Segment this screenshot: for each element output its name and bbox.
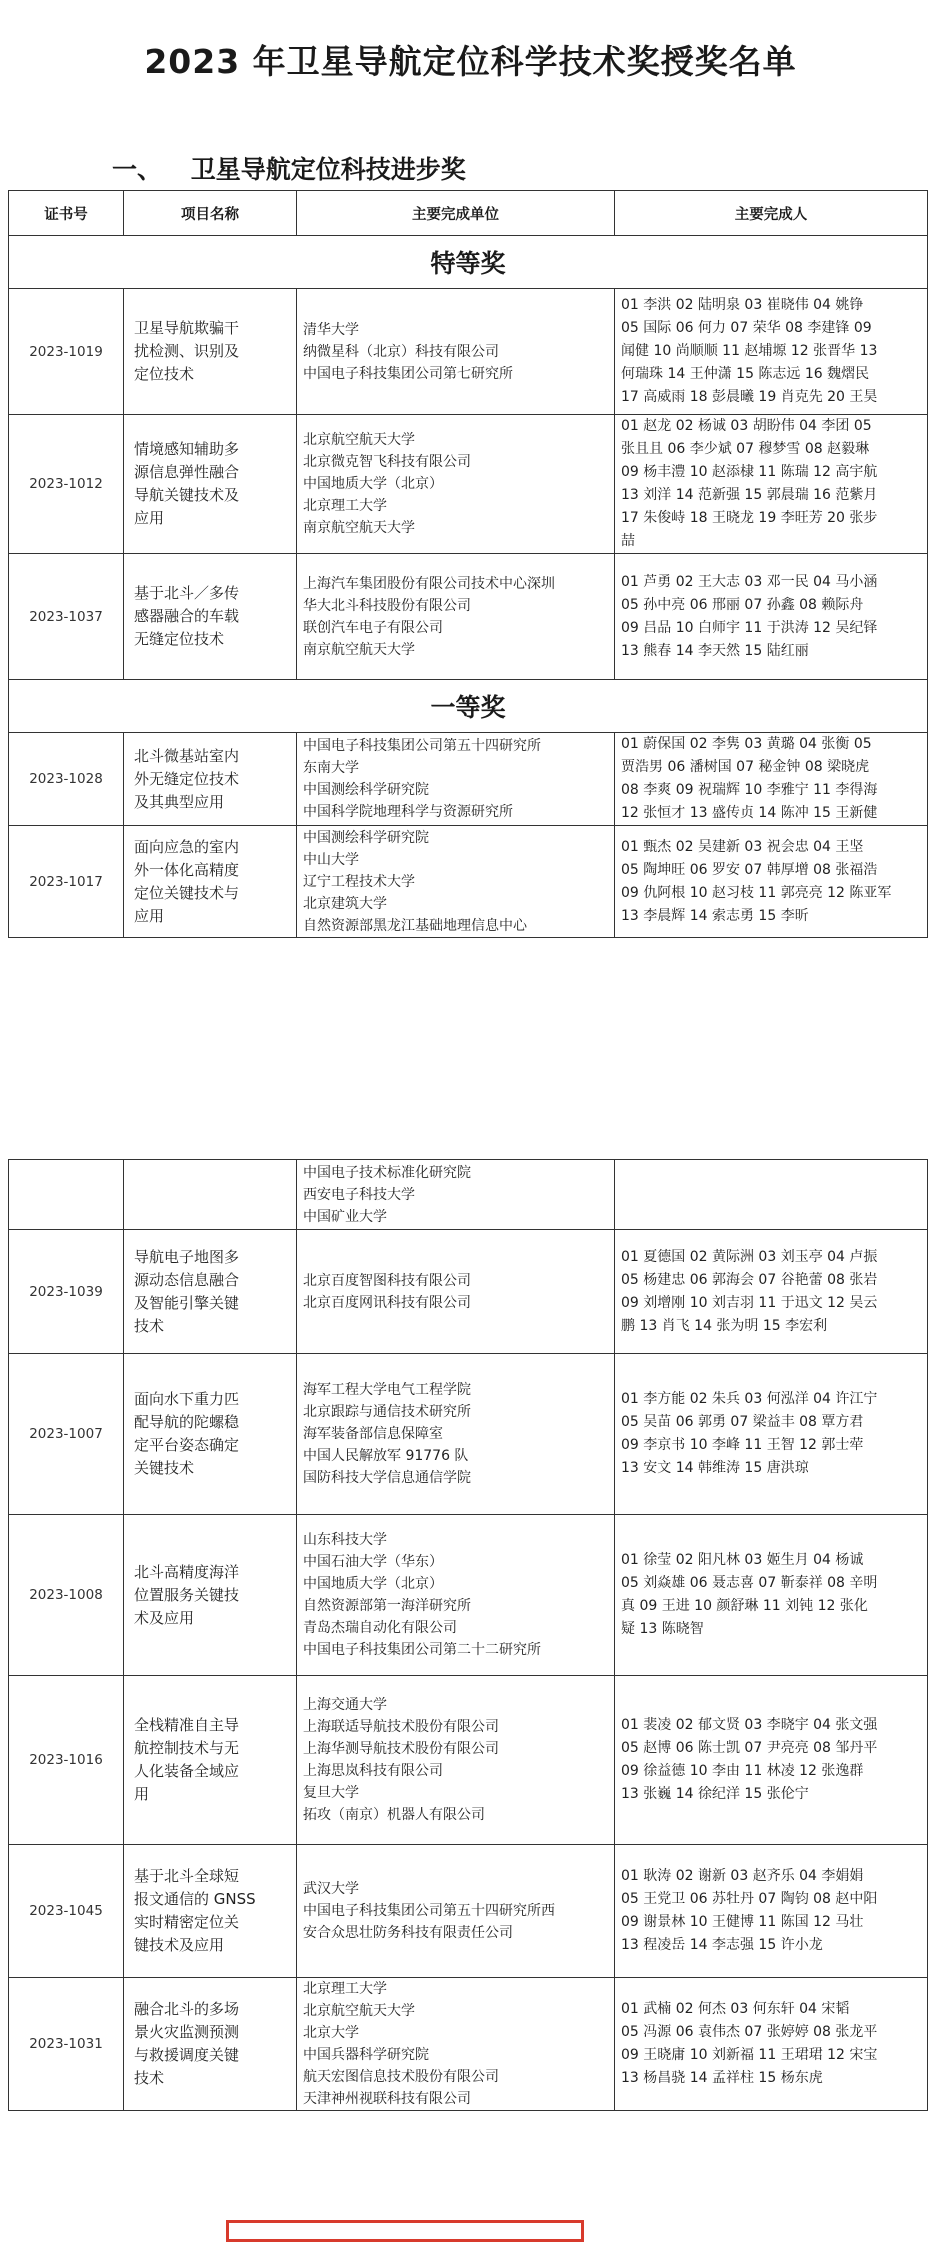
completion-units-line: 上海交通大学 — [303, 1697, 387, 1713]
table-row — [9, 1845, 928, 1978]
project-name-line: 配导航的陀螺稳 — [134, 1413, 240, 1431]
completion-units-line: 南京航空航天大学 — [303, 641, 415, 658]
completion-units-line: 海军装备部信息保障室 — [303, 1426, 443, 1442]
project-name-line: 无缝定位技术 — [134, 630, 225, 648]
completion-units-line: 山东科技大学 — [303, 1532, 387, 1548]
completion-units — [297, 1230, 615, 1354]
completion-units — [297, 1845, 615, 1978]
completion-people-line: 闻健 10 尚顺顺 11 赵埔塬 12 张晋华 13 — [621, 343, 878, 359]
table-row — [9, 289, 928, 415]
certificate-number: 2023-1017 — [9, 826, 124, 938]
project-name-line: 基于北斗／多传 — [134, 584, 240, 602]
certificate-number — [9, 1160, 124, 1230]
completion-units-line: 北京理工大学 — [303, 1981, 387, 1997]
project-name — [124, 1354, 297, 1515]
certificate-number: 2023-1019 — [9, 289, 124, 415]
completion-units-line: 东南大学 — [303, 760, 359, 776]
completion-units-line: 中国电子科技集团公司第五十四研究所西 — [303, 1903, 555, 1919]
project-name-line: 报文通信的 GNSS — [134, 1890, 256, 1908]
project-name-line: 及其典型应用 — [134, 792, 225, 811]
completion-units-line: 中国矿业大学 — [303, 1208, 387, 1225]
table-row — [9, 733, 928, 826]
table-row — [9, 1160, 928, 1230]
completion-units-line: 北京百度智图科技有限公司 — [303, 1272, 471, 1289]
completion-people-line: 真 09 王进 10 颜舒琳 11 刘钝 12 张化 — [621, 1598, 868, 1614]
completion-people — [615, 1676, 928, 1845]
completion-units — [297, 289, 615, 415]
project-name-line: 北斗高精度海洋 — [134, 1562, 240, 1581]
project-name-line: 北斗微基站室内 — [134, 746, 240, 765]
completion-units-line: 清华大学 — [303, 321, 359, 338]
completion-people-line: 09 徐益德 10 李由 11 林凌 12 张逸群 — [621, 1763, 864, 1779]
completion-units-line: 安合众思壮防务科技有限责任公司 — [303, 1925, 513, 1941]
completion-units-line: 联创汽车电子有限公司 — [303, 619, 443, 636]
completion-units — [297, 1160, 615, 1230]
completion-people — [615, 1515, 928, 1676]
project-name — [124, 554, 297, 680]
completion-people-line: 05 赵博 06 陈士凯 07 尹亮亮 08 邹丹平 — [621, 1740, 878, 1756]
completion-people-line: 01 蔚保国 02 李隽 03 黄璐 04 张衡 05 — [621, 736, 872, 752]
project-name-line: 定位技术 — [134, 365, 195, 383]
completion-people-line: 何瑞珠 14 王仲潇 15 陈志远 16 魏熠民 — [621, 366, 870, 382]
header-people: 主要完成人 — [615, 191, 928, 236]
project-name-line: 技术 — [134, 1316, 165, 1335]
completion-people-line: 09 吕品 10 白师宇 11 于洪涛 12 吴纪铎 — [621, 619, 878, 636]
completion-people-line: 09 刘增刚 10 刘吉羽 11 于迅文 12 吴云 — [621, 1294, 878, 1311]
completion-people — [615, 1354, 928, 1515]
section-heading — [112, 150, 466, 186]
header-project: 项目名称 — [124, 191, 297, 236]
completion-units-line: 中国电子科技集团公司第五十四研究所 — [303, 738, 541, 754]
project-name-line: 面向水下重力匹 — [134, 1390, 240, 1408]
completion-units-line: 中国地质大学（北京） — [303, 476, 443, 492]
completion-people-line: 05 国际 06 何力 07 荣华 08 李建锋 09 — [621, 320, 872, 336]
completion-units-line: 中国石油大学（华东） — [303, 1554, 443, 1570]
table-row — [9, 1230, 928, 1354]
project-name-line: 关键技术 — [134, 1459, 195, 1477]
completion-units-line: 青岛杰瑞自动化有限公司 — [303, 1620, 457, 1636]
project-name-line: 景火灾监测预测 — [134, 2023, 240, 2041]
certificate-number: 2023-1016 — [9, 1676, 124, 1845]
project-name-line: 位置服务关键技 — [134, 1585, 240, 1604]
award-table-page2 — [8, 1159, 928, 2111]
project-name-line: 基于北斗全球短 — [134, 1867, 240, 1885]
completion-people-line: 13 刘洋 14 范新强 15 郭晨瑞 16 范紫月 — [621, 487, 878, 503]
completion-units-line: 国防科技大学信息通信学院 — [303, 1470, 471, 1486]
completion-people-line: 05 冯源 06 袁伟杰 07 张婷婷 08 张龙平 — [621, 2024, 878, 2040]
completion-people-line: 01 芦勇 02 王大志 03 邓一民 04 马小涵 — [621, 573, 878, 590]
header-cert: 证书号 — [9, 191, 124, 236]
completion-people-line: 01 裴凌 02 郁文贤 03 李晓宇 04 张文强 — [621, 1717, 878, 1733]
grade-row-first-label: 一等奖 — [9, 680, 928, 733]
completion-units — [297, 554, 615, 680]
completion-units-line: 中国人民解放军 91776 队 — [303, 1448, 469, 1464]
project-name-line: 键技术及应用 — [134, 1936, 225, 1954]
table-row — [9, 415, 928, 554]
table-row — [9, 1978, 928, 2111]
project-name-line: 融合北斗的多场 — [134, 2000, 240, 2018]
completion-people-line: 17 朱俊峙 18 王晓龙 19 李旺芳 20 张步 — [621, 510, 878, 526]
completion-people-line: 13 李晨辉 14 索志勇 15 李昕 — [621, 907, 809, 924]
completion-people-line: 贾浩男 06 潘树国 07 秘金钟 08 梁晓虎 — [621, 759, 870, 775]
certificate-number: 2023-1008 — [9, 1515, 124, 1676]
project-name-line: 源动态信息融合 — [134, 1270, 240, 1289]
completion-units-line: 中国测绘科学研究院 — [303, 829, 429, 846]
completion-units-line: 拓攻（南京）机器人有限公司 — [303, 1807, 485, 1823]
completion-units-line: 上海思岚科技有限公司 — [303, 1763, 443, 1779]
completion-units-line: 海军工程大学电气工程学院 — [303, 1382, 471, 1398]
completion-people-line: 05 吴苗 06 郭勇 07 梁益丰 08 覃方君 — [621, 1414, 864, 1430]
certificate-number: 2023-1007 — [9, 1354, 124, 1515]
table-row — [9, 1515, 928, 1676]
completion-people-line: 01 武楠 02 何杰 03 何东轩 04 宋韬 — [621, 2001, 850, 2017]
certificate-number: 2023-1037 — [9, 554, 124, 680]
completion-people-line: 17 高威雨 18 彭晨曦 19 肖克先 20 王昊 — [621, 389, 878, 405]
project-name-line: 应用 — [134, 906, 165, 925]
completion-units-line: 北京跟踪与通信技术研究所 — [303, 1404, 471, 1420]
completion-units-line: 上海华测导航技术股份有限公司 — [303, 1741, 499, 1757]
project-name-line: 外一体化高精度 — [134, 860, 240, 879]
completion-units-line: 中国测绘科学研究院 — [303, 782, 429, 798]
completion-units-line: 中山大学 — [303, 851, 359, 868]
project-name — [124, 289, 297, 415]
completion-people-line: 01 徐莹 02 阳凡林 03 姬生月 04 杨诚 — [621, 1552, 864, 1568]
completion-units-line: 上海汽车集团股份有限公司技术中心深圳 — [303, 575, 555, 592]
completion-units-line: 中国兵器科学研究院 — [303, 2047, 429, 2063]
completion-units-line: 中国电子科技集团公司第七研究所 — [303, 365, 513, 382]
completion-people-line: 01 赵龙 02 杨诚 03 胡盼伟 04 李团 05 — [621, 418, 872, 434]
completion-people-line: 05 陶坤旺 06 罗安 07 韩厚增 08 张福浩 — [621, 861, 878, 878]
completion-units-line: 南京航空航天大学 — [303, 520, 415, 536]
completion-people-line: 09 杨丰澧 10 赵添棣 11 陈瑞 12 高宇航 — [621, 464, 878, 480]
completion-people-line: 13 张巍 14 徐纪洋 15 张伦宁 — [621, 1786, 809, 1802]
project-name-line: 全栈精准自主导 — [134, 1716, 240, 1734]
completion-units-line: 北京大学 — [303, 2025, 359, 2041]
project-name-line: 源信息弹性融合 — [134, 463, 240, 481]
completion-people — [615, 289, 928, 415]
completion-units-line: 北京微克智飞科技有限公司 — [303, 454, 471, 470]
project-name-line: 导航电子地图多 — [134, 1247, 240, 1266]
project-name — [124, 733, 297, 826]
completion-units-line: 西安电子科技大学 — [303, 1186, 415, 1203]
project-name-line: 术及应用 — [134, 1608, 195, 1627]
project-name-line: 扰检测、识别及 — [134, 342, 240, 360]
project-name-line: 及智能引擎关键 — [134, 1293, 240, 1312]
project-name — [124, 826, 297, 938]
project-name-line: 外无缝定位技术 — [134, 769, 240, 788]
completion-people-line: 09 李京书 10 李峰 11 王智 12 郭士荦 — [621, 1437, 864, 1453]
completion-people-line: 喆 — [621, 533, 635, 549]
completion-units-line: 北京理工大学 — [303, 498, 387, 514]
completion-units-line: 华大北斗科技股份有限公司 — [303, 597, 471, 614]
certificate-number: 2023-1045 — [9, 1845, 124, 1978]
completion-people-line: 09 谢景林 10 王健博 11 陈国 12 马壮 — [621, 1914, 864, 1930]
completion-units-line: 纳微星科（北京）科技有限公司 — [303, 343, 499, 360]
project-name-line: 人化装备全域应 — [134, 1762, 240, 1780]
project-name-line: 感器融合的车载 — [134, 607, 240, 625]
section-number: 一、 — [112, 155, 163, 184]
completion-units-line: 北京建筑大学 — [303, 895, 387, 912]
project-name-line: 面向应急的室内 — [134, 837, 240, 856]
completion-units-line: 中国科学院地理科学与资源研究所 — [303, 804, 513, 820]
completion-units-line: 天津神州视联科技有限公司 — [303, 2091, 471, 2107]
project-name-line: 定平台姿态确定 — [134, 1436, 240, 1454]
completion-people — [615, 415, 928, 554]
project-name — [124, 1160, 297, 1230]
project-name-line: 应用 — [134, 509, 165, 527]
completion-people-line: 09 仇阿根 10 赵习枝 11 郭亮亮 12 陈亚军 — [621, 884, 892, 901]
completion-units-line: 航天宏图信息技术股份有限公司 — [303, 2069, 499, 2085]
project-name-line: 情境感知辅助多 — [134, 440, 240, 458]
completion-people-line: 05 孙中亮 06 邢丽 07 孙鑫 08 赖际舟 — [621, 596, 864, 613]
completion-units-line: 辽宁工程技术大学 — [303, 873, 415, 890]
completion-units-line: 武汉大学 — [303, 1881, 359, 1897]
completion-people-line: 05 刘焱雄 06 聂志喜 07 靳泰祥 08 辛明 — [621, 1575, 878, 1591]
project-name-line: 技术 — [134, 2069, 165, 2087]
project-name — [124, 415, 297, 554]
completion-people-line: 13 安文 14 韩维涛 15 唐洪琼 — [621, 1460, 809, 1476]
completion-people-line: 01 李洪 02 陆明泉 03 崔晓伟 04 姚铮 — [621, 297, 864, 313]
page-title: 2023 年卫星导航定位科学技术奖授奖名单 — [144, 42, 797, 81]
completion-people — [615, 1160, 928, 1230]
completion-people-line: 13 熊春 14 李天然 15 陆红丽 — [621, 642, 809, 659]
completion-people-line: 疑 13 陈晓智 — [621, 1621, 704, 1637]
completion-people — [615, 733, 928, 826]
completion-units — [297, 733, 615, 826]
completion-units-line: 北京航空航天大学 — [303, 2003, 415, 2019]
completion-people — [615, 1845, 928, 1978]
project-name — [124, 1676, 297, 1845]
completion-people-line: 13 杨昌骁 14 孟祥柱 15 杨东虎 — [621, 2070, 823, 2086]
project-name — [124, 1515, 297, 1676]
certificate-number: 2023-1028 — [9, 733, 124, 826]
highlight-box — [226, 2220, 584, 2242]
completion-units — [297, 1978, 615, 2111]
award-table-page1 — [8, 190, 928, 938]
completion-units-line: 上海联适导航技术股份有限公司 — [303, 1719, 499, 1735]
completion-units-line: 北京百度网讯科技有限公司 — [303, 1294, 471, 1311]
completion-people — [615, 554, 928, 680]
completion-people — [615, 826, 928, 938]
project-name — [124, 1230, 297, 1354]
grade-row-special-label: 特等奖 — [9, 236, 928, 289]
page-break — [0, 1127, 941, 1159]
completion-people-line: 张且且 06 李少斌 07 穆梦雪 08 赵毅琳 — [621, 441, 870, 457]
completion-people-line: 01 李方能 02 朱兵 03 何泓洋 04 许江宁 — [621, 1391, 878, 1407]
completion-people — [615, 1978, 928, 2111]
section-name: 卫星导航定位科技进步奖 — [190, 155, 466, 184]
completion-people — [615, 1230, 928, 1354]
completion-people-line: 01 甄杰 02 吴建新 03 祝会忠 04 王坚 — [621, 838, 864, 855]
completion-units-line: 中国电子技术标准化研究院 — [303, 1164, 471, 1181]
project-name-line: 实时精密定位关 — [134, 1913, 240, 1931]
project-name — [124, 1845, 297, 1978]
completion-units — [297, 1354, 615, 1515]
table-row — [9, 826, 928, 938]
table-header-row — [9, 191, 928, 236]
completion-units — [297, 826, 615, 938]
project-name-line: 导航关键技术及 — [134, 486, 240, 504]
completion-units-line: 北京航空航天大学 — [303, 432, 415, 448]
completion-units-line: 中国电子科技集团公司第二十二研究所 — [303, 1642, 541, 1658]
completion-people-line: 13 程凌岳 14 李志强 15 许小龙 — [621, 1937, 823, 1953]
completion-people-line: 01 耿涛 02 谢新 03 赵齐乐 04 李娟娟 — [621, 1868, 864, 1884]
project-name-line: 卫星导航欺骗干 — [134, 319, 240, 337]
completion-people-line: 鹏 13 肖飞 14 张为明 15 李宏利 — [621, 1317, 828, 1334]
completion-units-line: 中国地质大学（北京） — [303, 1576, 443, 1592]
completion-people-line: 05 杨建忠 06 郭海会 07 谷艳蕾 08 张岩 — [621, 1271, 878, 1288]
project-name-line: 定位关键技术与 — [134, 883, 240, 902]
completion-units — [297, 415, 615, 554]
grade-row-special — [9, 236, 928, 289]
completion-people-line: 08 李爽 09 祝瑞辉 10 李雅宁 11 李得海 — [621, 782, 878, 798]
certificate-number: 2023-1039 — [9, 1230, 124, 1354]
project-name-line: 航控制技术与无 — [134, 1739, 240, 1757]
project-name-line: 用 — [134, 1785, 150, 1803]
completion-people-line: 09 王晓庸 10 刘新福 11 王珺珺 12 宋宝 — [621, 2047, 878, 2063]
completion-units — [297, 1515, 615, 1676]
completion-people-line: 01 夏德国 02 黄际洲 03 刘玉亭 04 卢振 — [621, 1248, 878, 1265]
certificate-number: 2023-1012 — [9, 415, 124, 554]
table-row — [9, 1676, 928, 1845]
completion-units-line: 自然资源部第一海洋研究所 — [303, 1598, 471, 1614]
completion-units — [297, 1676, 615, 1845]
completion-people-line: 05 王党卫 06 苏牡丹 07 陶钧 08 赵中阳 — [621, 1891, 878, 1907]
project-name-line: 与救援调度关键 — [134, 2046, 240, 2064]
grade-row-first — [9, 680, 928, 733]
project-name — [124, 1978, 297, 2111]
header-units: 主要完成单位 — [297, 191, 615, 236]
completion-units-line: 自然资源部黑龙江基础地理信息中心 — [303, 917, 527, 934]
table-row — [9, 554, 928, 680]
table-row — [9, 1354, 928, 1515]
completion-people-line: 12 张恒才 13 盛传贞 14 陈冲 15 王新健 — [621, 805, 878, 821]
completion-units-line: 复旦大学 — [303, 1785, 359, 1801]
certificate-number: 2023-1031 — [9, 1978, 124, 2111]
